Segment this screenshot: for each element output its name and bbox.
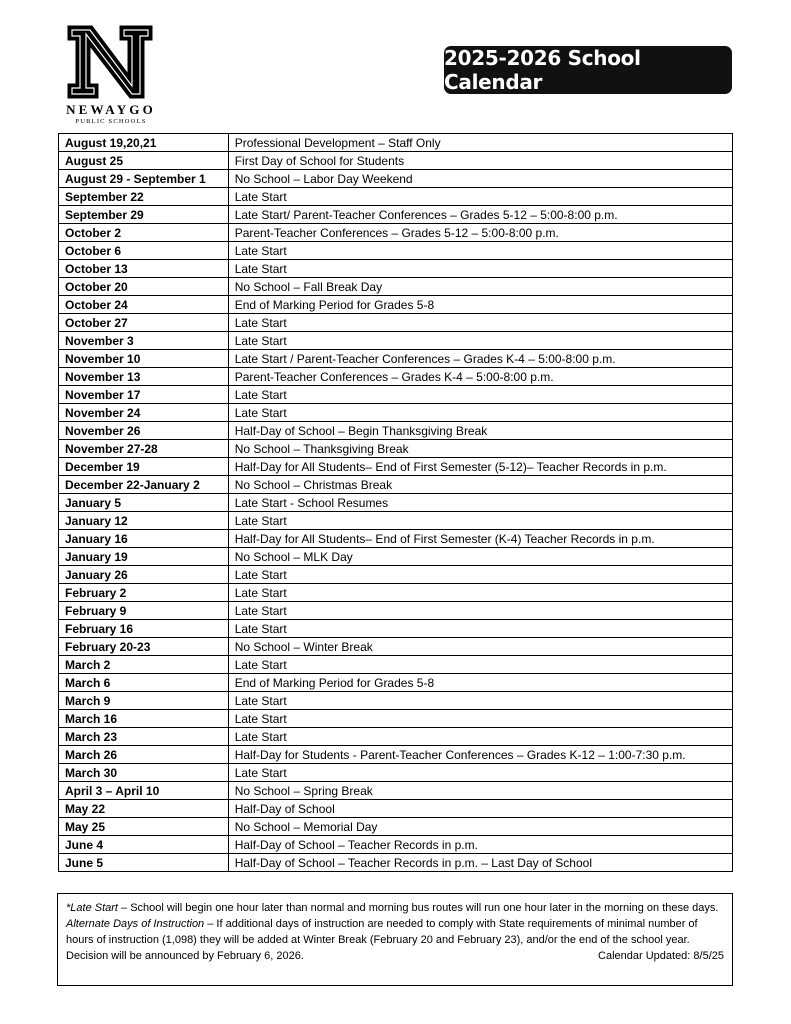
- event-date: November 10: [59, 350, 229, 368]
- event-date: October 13: [59, 260, 229, 278]
- event-description: Late Start: [228, 764, 732, 782]
- event-date: February 2: [59, 584, 229, 602]
- calendar-row: [59, 674, 733, 692]
- calendar-row: [59, 584, 733, 602]
- alternate-days-definition: – If additional days of instruction are needed to comply with State requirements of minimal number of hours of instruction (1,098) they will be added at Winter Break (February 20 and February 23), and/or the end of the school year. Decision will be announced by February 6, 2026.: [66, 918, 698, 962]
- late-start-term: *Late Start: [66, 902, 118, 914]
- event-date: June 5: [59, 854, 229, 872]
- event-description: Late Start: [228, 242, 732, 260]
- event-date: October 27: [59, 314, 229, 332]
- event-date: November 3: [59, 332, 229, 350]
- event-description: No School – Christmas Break: [228, 476, 732, 494]
- calendar-row: [59, 404, 733, 422]
- event-description: Parent-Teacher Conferences – Grades K-4 – 5:00-8:00 p.m.: [228, 368, 732, 386]
- event-description: No School – Winter Break: [228, 638, 732, 656]
- event-date: October 24: [59, 296, 229, 314]
- page-title: 2025-2026 School Calendar: [444, 46, 732, 94]
- event-description: Half-Day for All Students– End of First Semester (K-4) Teacher Records in p.m.: [228, 530, 732, 548]
- calendar-table: [58, 133, 733, 872]
- calendar-row: [59, 548, 733, 566]
- logo-subtitle: PUBLIC SCHOOLS: [75, 118, 147, 125]
- event-description: Late Start: [228, 512, 732, 530]
- calendar-row: [59, 836, 733, 854]
- event-description: Late Start: [228, 404, 732, 422]
- calendar-row: [59, 332, 733, 350]
- calendar-row: [59, 728, 733, 746]
- event-description: Half-Day for Students - Parent-Teacher Conferences – Grades K-12 – 1:00-7:30 p.m.: [228, 746, 732, 764]
- calendar-row: [59, 458, 733, 476]
- event-description: Half-Day of School – Begin Thanksgiving Break: [228, 422, 732, 440]
- event-date: September 22: [59, 188, 229, 206]
- calendar-row: [59, 710, 733, 728]
- event-description: Half-Day of School – Teacher Records in p.m. – Last Day of School: [228, 854, 732, 872]
- event-description: No School – Fall Break Day: [228, 278, 732, 296]
- event-description: Late Start / Parent-Teacher Conferences – Grades K-4 – 5:00-8:00 p.m.: [228, 350, 732, 368]
- event-date: May 25: [59, 818, 229, 836]
- event-description: No School – Thanksgiving Break: [228, 440, 732, 458]
- calendar-row: [59, 818, 733, 836]
- event-description: Late Start: [228, 656, 732, 674]
- calendar-row: [59, 746, 733, 764]
- event-description: Late Start: [228, 584, 732, 602]
- event-description: End of Marking Period for Grades 5-8: [228, 674, 732, 692]
- calendar-updated: Calendar Updated: 8/5/25: [598, 950, 724, 962]
- event-date: February 16: [59, 620, 229, 638]
- calendar-row: [59, 278, 733, 296]
- calendar-row: [59, 782, 733, 800]
- event-date: August 19,20,21: [59, 134, 229, 152]
- event-date: March 6: [59, 674, 229, 692]
- event-date: February 9: [59, 602, 229, 620]
- event-date: August 29 - September 1: [59, 170, 229, 188]
- event-date: February 20-23: [59, 638, 229, 656]
- event-description: Half-Day of School – Teacher Records in p.m.: [228, 836, 732, 854]
- event-description: Late Start: [228, 566, 732, 584]
- event-date: January 12: [59, 512, 229, 530]
- event-description: Late Start: [228, 692, 732, 710]
- calendar-row: [59, 242, 733, 260]
- event-date: November 26: [59, 422, 229, 440]
- calendar-row: [59, 800, 733, 818]
- calendar-row: [59, 296, 733, 314]
- calendar-row: [59, 224, 733, 242]
- event-date: June 4: [59, 836, 229, 854]
- event-description: Half-Day for All Students– End of First Semester (5-12)– Teacher Records in p.m.: [228, 458, 732, 476]
- calendar-row: [59, 170, 733, 188]
- event-description: Late Start: [228, 260, 732, 278]
- event-description: End of Marking Period for Grades 5-8: [228, 296, 732, 314]
- event-date: March 9: [59, 692, 229, 710]
- calendar-row: [59, 692, 733, 710]
- event-date: December 19: [59, 458, 229, 476]
- calendar-row: [59, 602, 733, 620]
- calendar-row: [59, 386, 733, 404]
- event-date: March 2: [59, 656, 229, 674]
- event-date: May 22: [59, 800, 229, 818]
- event-description: Half-Day of School: [228, 800, 732, 818]
- event-description: Late Start: [228, 602, 732, 620]
- event-description: Late Start/ Parent-Teacher Conferences – Grades 5-12 – 5:00-8:00 p.m.: [228, 206, 732, 224]
- calendar-row: [59, 638, 733, 656]
- calendar-row: [59, 512, 733, 530]
- event-date: November 13: [59, 368, 229, 386]
- calendar-row: [59, 188, 733, 206]
- event-date: March 26: [59, 746, 229, 764]
- calendar-row: [59, 314, 733, 332]
- event-description: Late Start - School Resumes: [228, 494, 732, 512]
- calendar-row: [59, 152, 733, 170]
- calendar-row: [59, 350, 733, 368]
- event-date: December 22-January 2: [59, 476, 229, 494]
- event-date: March 16: [59, 710, 229, 728]
- event-description: Parent-Teacher Conferences – Grades 5-12 – 5:00-8:00 p.m.: [228, 224, 732, 242]
- event-date: April 3 – April 10: [59, 782, 229, 800]
- calendar-row: [59, 206, 733, 224]
- event-date: October 6: [59, 242, 229, 260]
- calendar-row: [59, 368, 733, 386]
- event-date: November 27-28: [59, 440, 229, 458]
- event-date: January 16: [59, 530, 229, 548]
- calendar-row: [59, 566, 733, 584]
- event-description: Late Start: [228, 332, 732, 350]
- event-description: Late Start: [228, 710, 732, 728]
- calendar-row: [59, 260, 733, 278]
- event-description: Late Start: [228, 728, 732, 746]
- event-date: January 5: [59, 494, 229, 512]
- event-description: No School – Labor Day Weekend: [228, 170, 732, 188]
- footnote-box: [57, 893, 733, 986]
- event-description: First Day of School for Students: [228, 152, 732, 170]
- event-description: No School – Memorial Day: [228, 818, 732, 836]
- event-description: Late Start: [228, 620, 732, 638]
- n-letter-logo-icon: [64, 22, 156, 102]
- event-date: March 30: [59, 764, 229, 782]
- event-description: No School – Spring Break: [228, 782, 732, 800]
- calendar-row: [59, 854, 733, 872]
- event-description: Late Start: [228, 314, 732, 332]
- calendar-row: [59, 440, 733, 458]
- event-date: January 26: [59, 566, 229, 584]
- event-date: January 19: [59, 548, 229, 566]
- calendar-row: [59, 494, 733, 512]
- calendar-row: [59, 476, 733, 494]
- calendar-body: [59, 134, 733, 872]
- event-description: No School – MLK Day: [228, 548, 732, 566]
- alternate-days-term: Alternate Days of Instruction: [66, 918, 205, 930]
- district-logo: [64, 22, 156, 126]
- event-date: November 24: [59, 404, 229, 422]
- calendar-row: [59, 656, 733, 674]
- calendar-row: [59, 764, 733, 782]
- event-date: October 2: [59, 224, 229, 242]
- event-description: Late Start: [228, 188, 732, 206]
- calendar-row: [59, 134, 733, 152]
- calendar-row: [59, 620, 733, 638]
- late-start-definition: – School will begin one hour later than normal and morning bus routes will run one hour later in the morning on these days.: [117, 902, 719, 914]
- logo-name: NEWAYGO: [66, 102, 156, 117]
- event-date: October 20: [59, 278, 229, 296]
- event-date: November 17: [59, 386, 229, 404]
- event-description: Professional Development – Staff Only: [228, 134, 732, 152]
- calendar-row: [59, 530, 733, 548]
- event-date: August 25: [59, 152, 229, 170]
- event-date: March 23: [59, 728, 229, 746]
- event-date: September 29: [59, 206, 229, 224]
- event-description: Late Start: [228, 386, 732, 404]
- calendar-row: [59, 422, 733, 440]
